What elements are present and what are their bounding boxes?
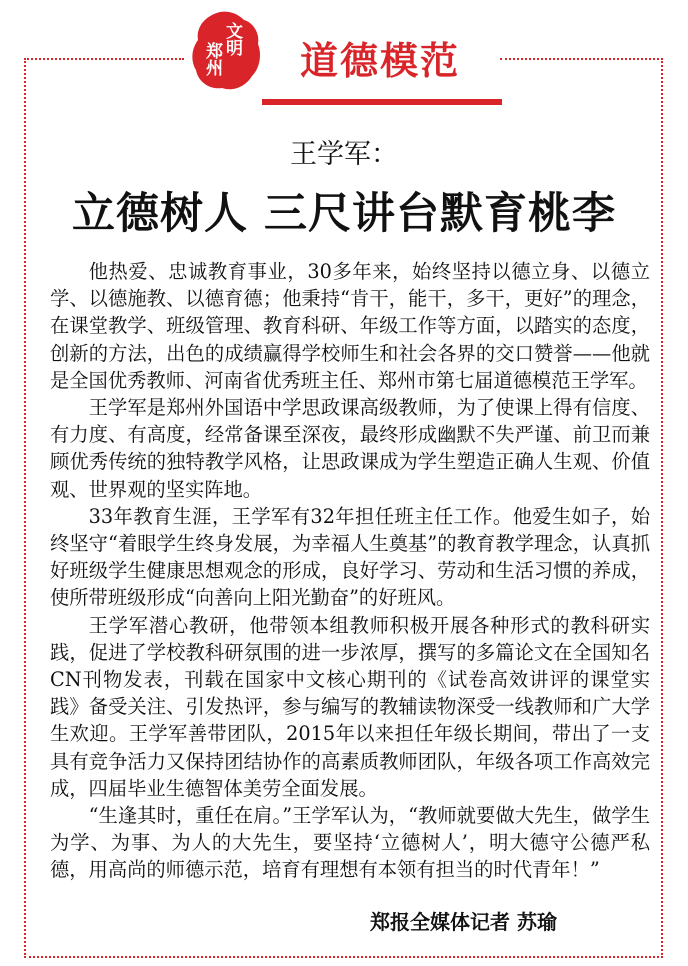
person-name: 王学军： <box>290 139 398 170</box>
paragraph: 王学军潜心教研，他带领本组教师积极开展各种形式的教科研实践，促进了学校教科研氛围的进一步浓厚，撰写的多篇论文在全国知名CN刊物发表，刊载在国家中文核心期刊的《试卷高效讲评的课堂实践》备受关注、引发热评，参与编写的教辅读物深受一线教师和广大学生欢迎。王学军善带团队，2015年以来担任年级长期间，带出了一支具有竞争活力又保持团结协作的高素质教师团队，年级各项工作高效完成，四届毕业生德智体美劳全面发展。 <box>50 613 650 800</box>
headline: 立德树人 三尺讲台默育桃李 <box>72 189 616 239</box>
article-body <box>50 258 650 884</box>
border-top-left <box>24 58 184 60</box>
civilization-seal-logo <box>190 10 262 92</box>
paragraph: 33年教育生涯，王学军有32年担任班主任工作。他爱生如子，始终坚守“着眼学生终身发展，为幸福人生奠基”的教育教学理念，认真抓好班级学生健康思想观念的形成，良好学习、劳动和生活习惯的养成，使所带班级形成“向善向上阳光勤奋”的好班风。 <box>50 504 650 610</box>
column-title: 道德模范 <box>300 39 461 83</box>
paragraph: 王学军是郑州外国语中学思政课高级教师，为了使课上得有信度、有力度、有高度，经常备课至深夜，最终形成幽默不失严谨、前卫而兼顾优秀传统的独特教学风格，让思政课成为学生塑造正确人生观、价值观、世界观的坚实阵地。 <box>50 396 650 501</box>
border-top-right <box>500 58 663 60</box>
paragraph: 他热爱、忠诚教育事业，30多年来，始终坚持以德立身、以德立学、以德施教、以德育德；他秉持“肯干，能干，多干，更好”的理念，在课堂教学、班级管理、教育科研、年级工作等方面，以踏实的态度，创新的方法，出色的成绩赢得学校师生和社会各界的交口赞誉——他就是全国优秀教师、河南省优秀班主任、郑州市第七届道德模范王学军。 <box>50 260 650 392</box>
paragraph: “生逢其时，重任在肩。”王学军认为，“教师就要做大先生，做学生为学、为事、为人的大先生，要坚持‘立德树人’，明大德守公德严私德，用高尚的师德示范，培育有理想有本领有担当的时代青年！” <box>50 804 650 882</box>
title-underline <box>262 99 502 105</box>
seal-line-2: 郑州 <box>206 42 223 79</box>
byline: 郑报全媒体记者 苏瑜 <box>370 910 557 934</box>
seal-line-1: 文明 <box>226 22 243 59</box>
